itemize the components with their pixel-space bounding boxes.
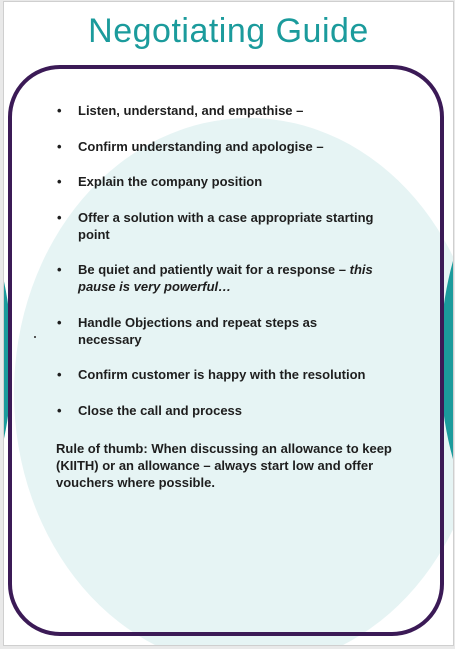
list-item-text: Offer a solution with a case appropriate starting point: [78, 209, 374, 242]
rule-of-thumb: Rule of thumb: When discussing an allowance to keep (KIITH) or an allowance – always start low and offer vouchers where possible.: [56, 441, 392, 490]
list-item-italic-text: this pause is very powerful…: [78, 262, 373, 294]
list-item: [54, 366, 384, 383]
list-item-text: Confirm understanding and apologise –: [78, 138, 324, 154]
document-page: [3, 1, 454, 646]
stray-dot: [34, 336, 36, 338]
steps-list: [54, 102, 384, 419]
list-item: [54, 261, 384, 295]
list-item: [54, 402, 384, 419]
list-item: [54, 102, 384, 119]
list-item-text: Be quiet and patiently wait for a response –: [78, 262, 350, 277]
list-item-text: Handle Objections and repeat steps as necessary: [78, 314, 318, 347]
list-item-text: Close the call and process: [78, 402, 243, 418]
list-item-text: Confirm customer is happy with the resolution: [78, 367, 366, 382]
list-item-text: Explain the company position: [78, 174, 263, 189]
list-item: [54, 173, 384, 190]
list-item: [54, 314, 384, 348]
list-item: [54, 138, 384, 155]
page-title: Negotiating Guide: [88, 12, 369, 50]
list-item: [54, 209, 384, 243]
list-item-text: Listen, understand, and empathise –: [78, 103, 304, 118]
